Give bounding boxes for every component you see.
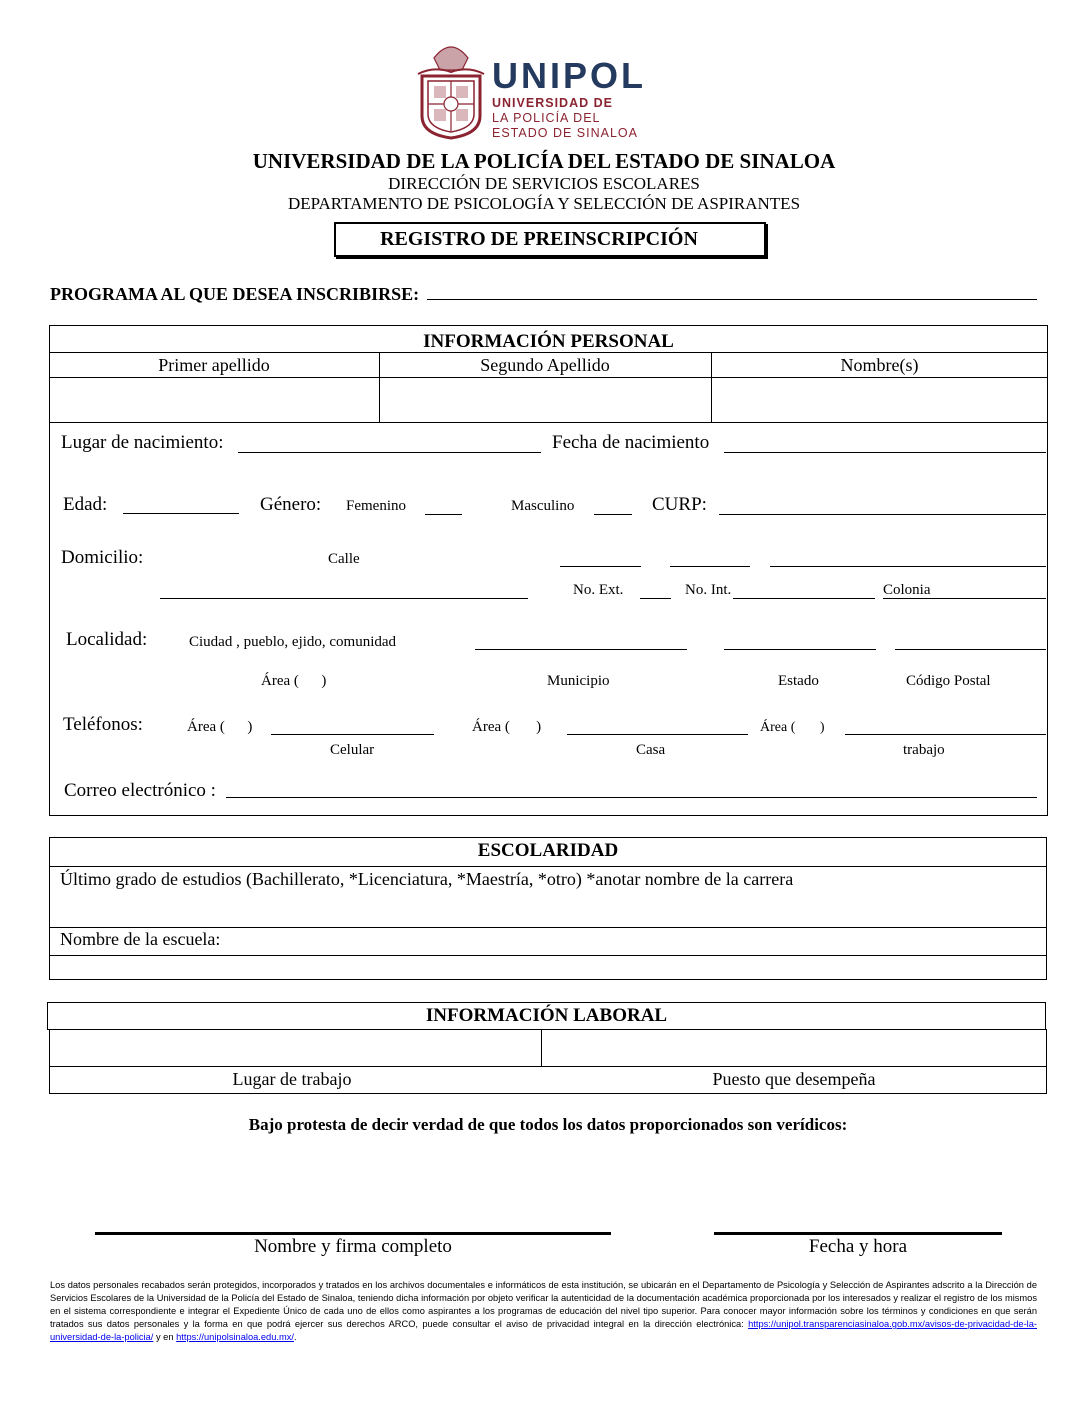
email-field[interactable] — [226, 797, 1037, 798]
street-label: Calle — [328, 551, 360, 567]
int-field[interactable] — [733, 598, 875, 599]
municipio-label: Municipio — [547, 673, 610, 689]
age-field[interactable] — [123, 513, 239, 514]
municipio-field[interactable] — [475, 649, 687, 650]
position-field[interactable] — [543, 1031, 1045, 1065]
school-heading: ESCOLARIDAD — [477, 840, 619, 861]
postal-field[interactable] — [895, 649, 1046, 650]
date-time-label: Fecha y hora — [808, 1236, 908, 1257]
work-label: trabajo — [903, 742, 945, 758]
locality-label: Localidad: — [66, 629, 148, 650]
birthplace-label: Lugar de nacimiento: — [61, 432, 224, 453]
phone-area-3: Área ( ) — [760, 720, 825, 735]
row-divider — [49, 352, 1048, 353]
page-subtitle-1: DIRECCIÓN DE SERVICIOS ESCOLARES — [388, 174, 700, 193]
first-surname-field[interactable] — [51, 379, 377, 421]
cell-label: Celular — [330, 742, 375, 758]
estado-field[interactable] — [724, 649, 876, 650]
colonia-field[interactable] — [883, 598, 1046, 599]
row-divider — [49, 955, 1047, 956]
second-surname-label: Segundo Apellido — [480, 355, 610, 375]
row-divider — [49, 422, 1048, 423]
privacy-link-transparency[interactable]: https://unipol.transparenciasinaloa.gob.mx/avisos-de-privacidad-de-la-universidad-de-la-policia/ — [50, 1319, 1037, 1342]
cell-phone-field[interactable] — [271, 734, 434, 735]
ext-label: No. Ext. — [573, 582, 624, 598]
second-surname-field[interactable] — [381, 379, 709, 421]
address-label: Domicilio: — [61, 547, 144, 568]
birthdate-label: Fecha de nacimiento — [552, 432, 710, 453]
email-label: Correo electrónico : — [64, 780, 216, 801]
home-label: Casa — [636, 742, 666, 758]
page-title: UNIVERSIDAD DE LA POLICÍA DEL ESTADO DE SINALOA — [252, 149, 836, 173]
form-title: REGISTRO DE PREINSCRIPCIÓN — [380, 228, 698, 250]
names-label: Nombre(s) — [840, 355, 919, 375]
phones-label: Teléfonos: — [63, 714, 143, 735]
colonia-top-field[interactable] — [770, 566, 1046, 567]
declaration-text: Bajo protesta de decir verdad de que todos los datos proporcionados son verídicos: — [248, 1115, 848, 1134]
locality-area-label: Área ( ) — [261, 673, 327, 689]
curp-field[interactable] — [719, 514, 1046, 515]
privacy-end: . — [293, 1332, 297, 1342]
privacy-joiner: y en — [153, 1332, 177, 1342]
privacy-text: Los datos personales recabados serán protegidos, incorporados y tratados en los archivos documentales e informáticos de esta institución, se ubicarán en el Departamento de Psicología y Selección de Aspirantes adscrito a la Dirección de Servicios Escolares de la Universidad de la Policía del Estado de Sinaloa, teniendo dicha información por objeto verificar la autenticidad de la documentación académica proporcionada por los interesados y realizar el registro de los mismos en el sistema correspondiente e integrar el Expediente Único de cada uno de ellos como aspirantes a los programas de educación del nivel tipo superior. Para conocer mayor información sobre los términos y condiciones en que serán tratados sus datos personales y la forma en que podrá ejercer sus derechos ARCO, puede consultar el aviso de privacidad integral en la dirección electrónica: — [50, 1280, 1037, 1329]
gender-label: Género: — [260, 494, 322, 515]
int-label: No. Int. — [685, 582, 732, 598]
female-field[interactable] — [425, 514, 462, 515]
phone-area-2: Área ( ) — [472, 719, 542, 735]
row-divider — [49, 1066, 1047, 1067]
ext-field[interactable] — [640, 598, 671, 599]
colonia-label: Colonia — [883, 582, 931, 598]
int-top-field[interactable] — [670, 566, 750, 567]
row-divider — [49, 866, 1047, 867]
names-field[interactable] — [713, 379, 1046, 421]
ext-top-field[interactable] — [560, 566, 641, 567]
logo-subtitle-3: ESTADO DE SINALOA — [492, 126, 638, 140]
last-grade-label: Último grado de estudios (Bachillerato, *Licenciatura, *Maestría, *otro) *anotar nombre de la carrera — [60, 869, 794, 889]
street-field[interactable] — [160, 598, 528, 599]
phone-area-1: Área ( ) — [187, 719, 253, 735]
birthplace-field[interactable] — [238, 452, 541, 453]
age-label: Edad: — [63, 494, 108, 515]
logo-subtitle-2: LA POLICÍA DEL — [492, 111, 601, 125]
work-heading: INFORMACIÓN LABORAL — [425, 1005, 668, 1026]
program-label: PROGRAMA AL QUE DESEA INSCRIBIRSE: — [50, 284, 420, 304]
workplace-field[interactable] — [51, 1031, 539, 1065]
program-field[interactable] — [427, 299, 1037, 300]
date-time-field[interactable] — [714, 1232, 1002, 1235]
personal-info-heading: INFORMACIÓN PERSONAL — [423, 331, 674, 352]
last-grade-field[interactable] — [51, 892, 1045, 926]
school-name-label: Nombre de la escuela: — [60, 929, 221, 949]
privacy-link-unipol[interactable]: https://unipolsinaloa.edu.mx/ — [176, 1332, 294, 1342]
workplace-label: Lugar de trabajo — [232, 1069, 352, 1089]
col-divider — [541, 1029, 542, 1067]
privacy-notice — [50, 1279, 1037, 1344]
logo-name: UNIPOL — [492, 55, 647, 96]
logo-subtitle-1: UNIVERSIDAD DE — [492, 96, 613, 110]
school-name-field[interactable] — [51, 957, 1045, 978]
male-field[interactable] — [594, 514, 632, 515]
signature-label: Nombre y firma completo — [254, 1236, 452, 1257]
page-subtitle-2: DEPARTAMENTO DE PSICOLOGÍA Y SELECCIÓN DE ASPIRANTES — [287, 194, 801, 213]
estado-label: Estado — [778, 673, 819, 689]
locality-hint: Ciudad , pueblo, ejido, comunidad — [189, 634, 397, 650]
signature-field[interactable] — [95, 1232, 611, 1235]
curp-label: CURP: — [652, 494, 707, 515]
postal-label: Código Postal — [906, 673, 991, 689]
male-label: Masculino — [511, 498, 575, 514]
position-label: Puesto que desempeña — [712, 1069, 876, 1089]
female-label: Femenino — [346, 498, 406, 514]
work-phone-field[interactable] — [845, 734, 1046, 735]
home-phone-field[interactable] — [567, 734, 748, 735]
university-seal — [414, 36, 488, 140]
row-divider — [49, 377, 1048, 378]
first-surname-label: Primer apellido — [158, 355, 270, 375]
birthdate-field[interactable] — [724, 452, 1046, 453]
